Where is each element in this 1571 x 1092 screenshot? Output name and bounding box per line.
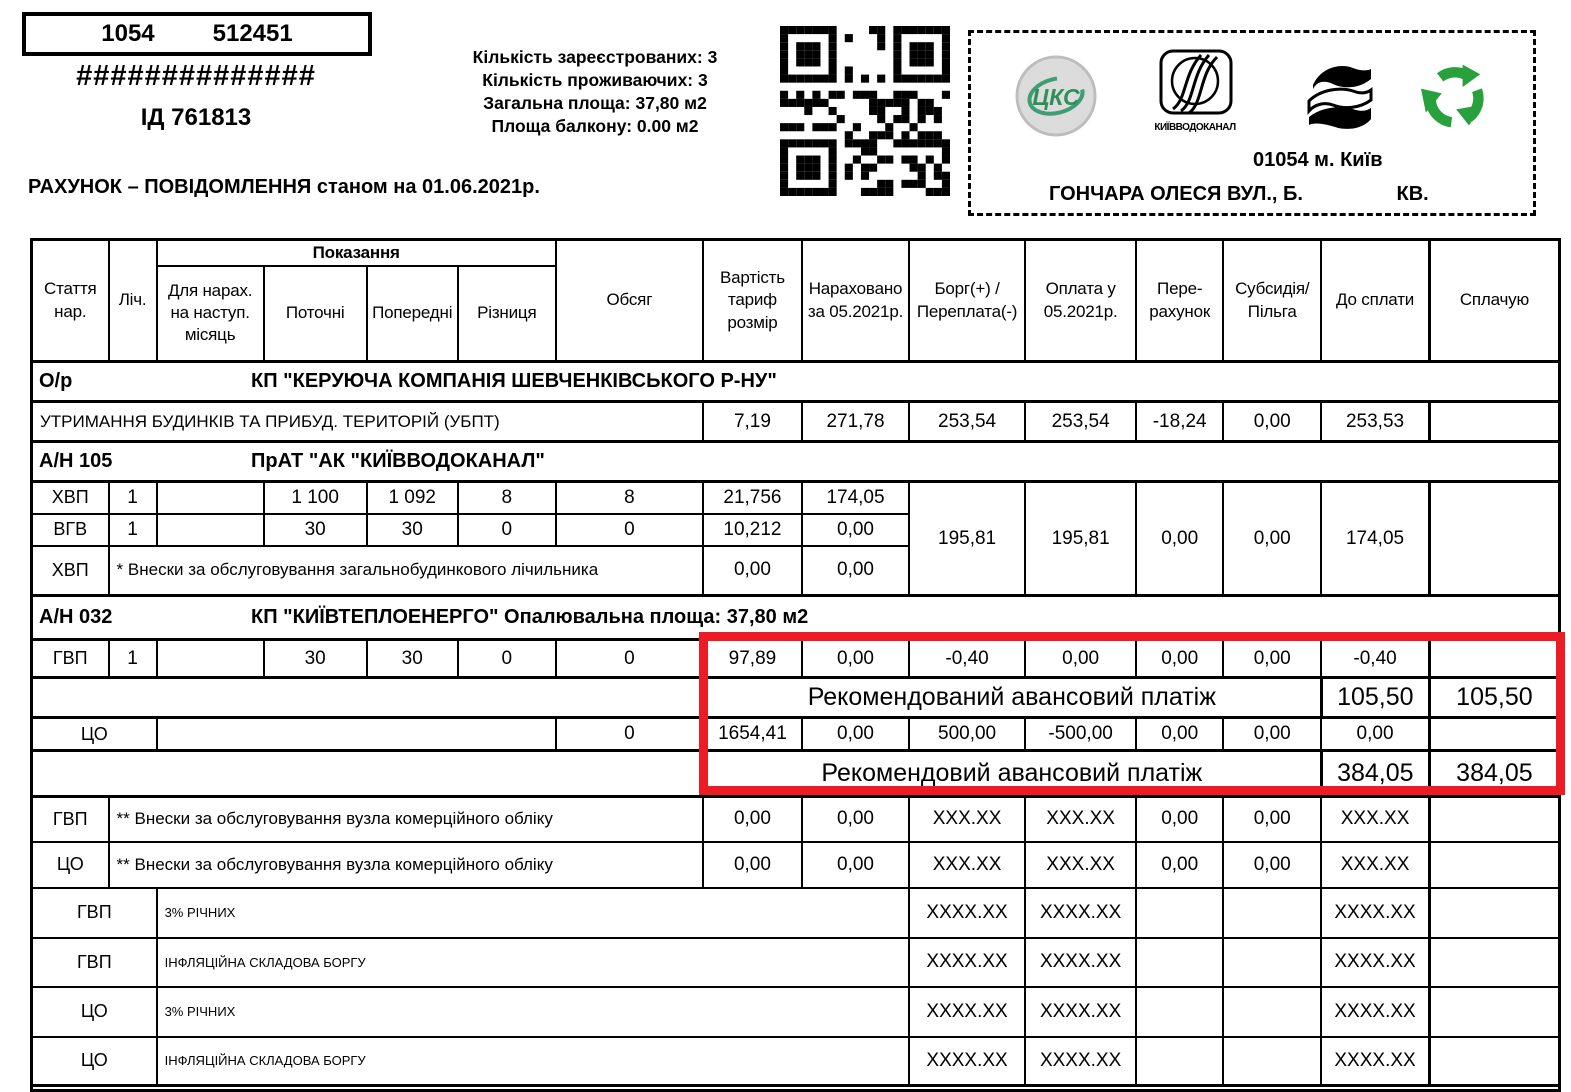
table-cell: XXX.XX	[909, 797, 1025, 842]
table-cell	[1223, 888, 1321, 938]
table-cell	[1136, 938, 1223, 987]
table-cell: 3% РІЧНИХ	[157, 987, 909, 1037]
table-cell: ЦО	[32, 842, 109, 888]
table-cell: 253,53	[1321, 402, 1429, 442]
table-cell: 0,00	[1223, 640, 1321, 678]
table-cell: 174,05	[802, 482, 909, 514]
table-cell: 0	[458, 640, 556, 678]
table-cell: Обсяг	[556, 240, 703, 362]
table-cell: ГВП	[32, 888, 157, 938]
table-cell: XXXX.XX	[1025, 1037, 1136, 1086]
table-cell	[1136, 987, 1223, 1037]
table-cell: XXXX.XX	[909, 1037, 1025, 1086]
table-cell	[1429, 888, 1559, 938]
wave-logo-icon	[1301, 59, 1375, 138]
table-cell: 8	[458, 482, 556, 514]
barcode-number-box	[22, 12, 372, 56]
account-number: 512451	[212, 20, 293, 47]
table-cell	[157, 482, 264, 514]
table-cell: 97,89	[703, 640, 802, 678]
table-cell: ГВП	[32, 938, 157, 987]
table-cell: 0,00	[703, 546, 802, 596]
table-cell: XXXX.XX	[909, 938, 1025, 987]
table-cell: Для нарах. на наступ. місяць	[157, 266, 264, 362]
section-row	[32, 442, 1560, 482]
section-row	[32, 362, 1560, 402]
table-cell: 0	[556, 718, 703, 751]
table-cell	[32, 751, 703, 797]
table-cell: -0,40	[909, 640, 1025, 678]
info-line: Загальна площа: 37,80 м2	[483, 93, 707, 113]
table-cell: 0	[556, 514, 703, 546]
table-cell: 1	[109, 482, 157, 514]
apartment-label: КВ.	[1396, 183, 1429, 205]
table-cell: До сплати	[1321, 240, 1429, 362]
table-cell: 1 092	[367, 482, 458, 514]
info-line: Кількість проживаючих: 3	[482, 70, 708, 90]
postcode-city: 01054 м. Київ	[1253, 149, 1383, 171]
table-cell: 384,05	[1321, 751, 1429, 797]
table-cell: Поточні	[264, 266, 367, 362]
table-cell: 271,78	[802, 402, 909, 442]
table-cell: 0,00	[703, 797, 802, 842]
cks-logo-icon	[1015, 55, 1097, 142]
table-cell: 1654,41	[703, 718, 802, 751]
table-cell	[1429, 987, 1559, 1037]
table-cell: 0,00	[703, 842, 802, 888]
table-cell	[157, 514, 264, 546]
table-cell	[1136, 888, 1223, 938]
table-cell: ЦО	[32, 1037, 157, 1086]
kyivvodokanal-logo-icon	[1143, 47, 1247, 133]
statement-title: РАХУНОК – ПОВІДОМЛЕННЯ станом на 01.06.2021р.	[28, 176, 540, 198]
table-cell: XXXX.XX	[1321, 987, 1429, 1037]
table-cell: XXXX.XX	[909, 888, 1025, 938]
table-cell: 0,00	[802, 546, 909, 596]
table-cell: 105,50	[1321, 678, 1429, 718]
table-cell: Різниця	[458, 266, 556, 362]
table-cell: ЦО	[32, 987, 157, 1037]
table-cell: 0,00	[1136, 482, 1223, 596]
table-cell: Рекомендовий авансовий платіж	[703, 751, 1321, 797]
table-cell: 0	[458, 514, 556, 546]
table-cell: 195,81	[1025, 482, 1136, 596]
section-row	[32, 596, 1560, 640]
table-cell: XXXX.XX	[1321, 938, 1429, 987]
table-cell: 174,05	[1321, 482, 1429, 596]
table-cell: 30	[367, 640, 458, 678]
table-cell: Ліч.	[109, 240, 157, 362]
table-cell	[1429, 1037, 1559, 1086]
table-cell: 30	[367, 514, 458, 546]
section-label: О/р	[39, 370, 73, 392]
table-cell: 105,50	[1429, 678, 1559, 718]
table-cell: 500,00	[909, 718, 1025, 751]
cks-logo-text: ЦКС	[1032, 84, 1080, 110]
table-cell: 253,54	[909, 402, 1025, 442]
table-cell	[1429, 797, 1559, 842]
table-cell	[1429, 482, 1559, 596]
table-cell: ХВП	[32, 546, 109, 596]
table-cell	[1223, 938, 1321, 987]
table-cell: XXX.XX	[909, 842, 1025, 888]
table-cell: XXX.XX	[1025, 842, 1136, 888]
section-label: А/Н 105	[39, 450, 113, 472]
table-cell: 0,00	[1136, 842, 1223, 888]
info-line: Площа балкону: 0.00 м2	[491, 116, 699, 136]
table-cell: -500,00	[1025, 718, 1136, 751]
table-cell: 0,00	[1136, 797, 1223, 842]
street-address	[1049, 183, 1429, 206]
table-cell: Субсидія/ Пільга	[1223, 240, 1321, 362]
household-info	[430, 46, 760, 138]
table-cell: 0,00	[1136, 640, 1223, 678]
table-cell	[1429, 842, 1559, 888]
table-cell	[32, 1086, 1560, 1091]
table-cell: XXXX.XX	[1025, 987, 1136, 1037]
table-cell	[1429, 938, 1559, 987]
table-cell: ГВП	[32, 640, 109, 678]
kyivvodokanal-logo-text: КИЇВВОДОКАНАЛ	[1154, 122, 1236, 133]
table-cell: Оплата у 05.2021р.	[1025, 240, 1136, 362]
table-cell: УТРИМАННЯ БУДИНКІВ ТА ПРИБУД. ТЕРИТОРІЙ (УБПТ)	[32, 402, 703, 442]
table-cell: ВГВ	[32, 514, 109, 546]
table-cell: 0	[556, 640, 703, 678]
table-cell: XXX.XX	[1321, 842, 1429, 888]
table-cell: ** Внески за обслуговування вузла комерційного обліку	[109, 842, 703, 888]
table-cell: 1	[109, 514, 157, 546]
table-cell	[1136, 1037, 1223, 1086]
info-line: Кількість зареєстрованих: 3	[472, 47, 718, 67]
table-cell	[32, 678, 703, 718]
qr-code-icon	[780, 26, 956, 202]
table-cell	[1223, 987, 1321, 1037]
section-company: ПрАТ "АК "КИЇВВОДОКАНАЛ"	[251, 450, 545, 472]
table-cell: 0,00	[802, 718, 909, 751]
table-cell: ** Внески за обслуговування вузла комерційного обліку	[109, 797, 703, 842]
table-cell: XXXX.XX	[1025, 938, 1136, 987]
table-cell: Вартість тариф розмір	[703, 240, 802, 362]
street-text: ГОНЧАРА ОЛЕСЯ ВУЛ., Б.	[1049, 183, 1303, 205]
table-cell: XXX.XX	[1321, 797, 1429, 842]
table-cell: 1	[109, 640, 157, 678]
table-cell: 0,00	[802, 640, 909, 678]
table-cell: Показання	[157, 240, 556, 266]
table-cell: XXXX.XX	[1321, 1037, 1429, 1086]
table-cell: 253,54	[1025, 402, 1136, 442]
table-cell: ІНФЛЯЦІЙНА СКЛАДОВА БОРГУ	[157, 938, 909, 987]
table-cell: XXXX.XX	[1321, 888, 1429, 938]
table-cell: 0,00	[1223, 402, 1321, 442]
table-cell: Стаття нар.	[32, 240, 109, 362]
table-cell: Нараховано за 05.2021р.	[802, 240, 909, 362]
table-cell: * Внески за обслуговування загальнобудинкового лічильника	[109, 546, 703, 596]
table-cell: 384,05	[1429, 751, 1559, 797]
table-cell: Борг(+) / Переплата(-)	[909, 240, 1025, 362]
table-cell: -0,40	[1321, 640, 1429, 678]
masked-account: ##############	[76, 60, 316, 92]
table-cell: 0,00	[1136, 718, 1223, 751]
table-cell: ЦО	[32, 718, 157, 751]
section-company: КП "КИЇВТЕПЛОЕНЕРГО" Опалювальна площа: 37,80 м2	[251, 606, 809, 628]
table-cell: 3% РІЧНИХ	[157, 888, 909, 938]
table-cell: 0,00	[1223, 482, 1321, 596]
table-cell: 7,19	[703, 402, 802, 442]
table-cell: Рекомендований авансовий платіж	[703, 678, 1321, 718]
table-cell	[1429, 402, 1559, 442]
table-cell: ІНФЛЯЦІЙНА СКЛАДОВА БОРГУ	[157, 1037, 909, 1086]
section-label: А/Н 032	[39, 606, 113, 628]
table-cell: Сплачую	[1429, 240, 1559, 362]
table-cell: 0,00	[802, 797, 909, 842]
table-cell	[1429, 640, 1559, 678]
table-cell: 0,00	[802, 842, 909, 888]
section-company: КП "КЕРУЮЧА КОМПАНІЯ ШЕВЧЕНКІВСЬКОГО Р-НУ"	[251, 370, 777, 392]
table-cell: 0,00	[1223, 718, 1321, 751]
table-cell: 0,00	[1025, 640, 1136, 678]
table-cell	[157, 640, 264, 678]
table-cell: 195,81	[909, 482, 1025, 596]
table-cell: 30	[264, 640, 367, 678]
table-cell: ХВП	[32, 482, 109, 514]
table-cell: ГВП	[32, 797, 109, 842]
table-cell: 30	[264, 514, 367, 546]
table-cell	[1223, 1037, 1321, 1086]
bill-table	[30, 238, 1561, 1092]
table-cell	[1429, 718, 1559, 751]
table-cell: XXXX.XX	[1025, 888, 1136, 938]
address-box	[968, 30, 1536, 216]
account-id: ІД 761813	[140, 104, 252, 131]
table-cell	[157, 718, 556, 751]
table-cell: XXXX.XX	[909, 987, 1025, 1037]
table-cell: 21,756	[703, 482, 802, 514]
table-cell: Попередні	[367, 266, 458, 362]
table-cell: Пере- рахунок	[1136, 240, 1223, 362]
table-cell: 0,00	[802, 514, 909, 546]
table-cell: 0,00	[1223, 797, 1321, 842]
table-cell: 10,212	[703, 514, 802, 546]
card-number: 1054	[101, 20, 155, 47]
table-cell: -18,24	[1136, 402, 1223, 442]
table-cell: XXX.XX	[1025, 797, 1136, 842]
table-cell: 1 100	[264, 482, 367, 514]
table-cell: 0,00	[1321, 718, 1429, 751]
table-cell: 8	[556, 482, 703, 514]
table-cell: 0,00	[1223, 842, 1321, 888]
recycle-logo-icon	[1413, 55, 1493, 140]
